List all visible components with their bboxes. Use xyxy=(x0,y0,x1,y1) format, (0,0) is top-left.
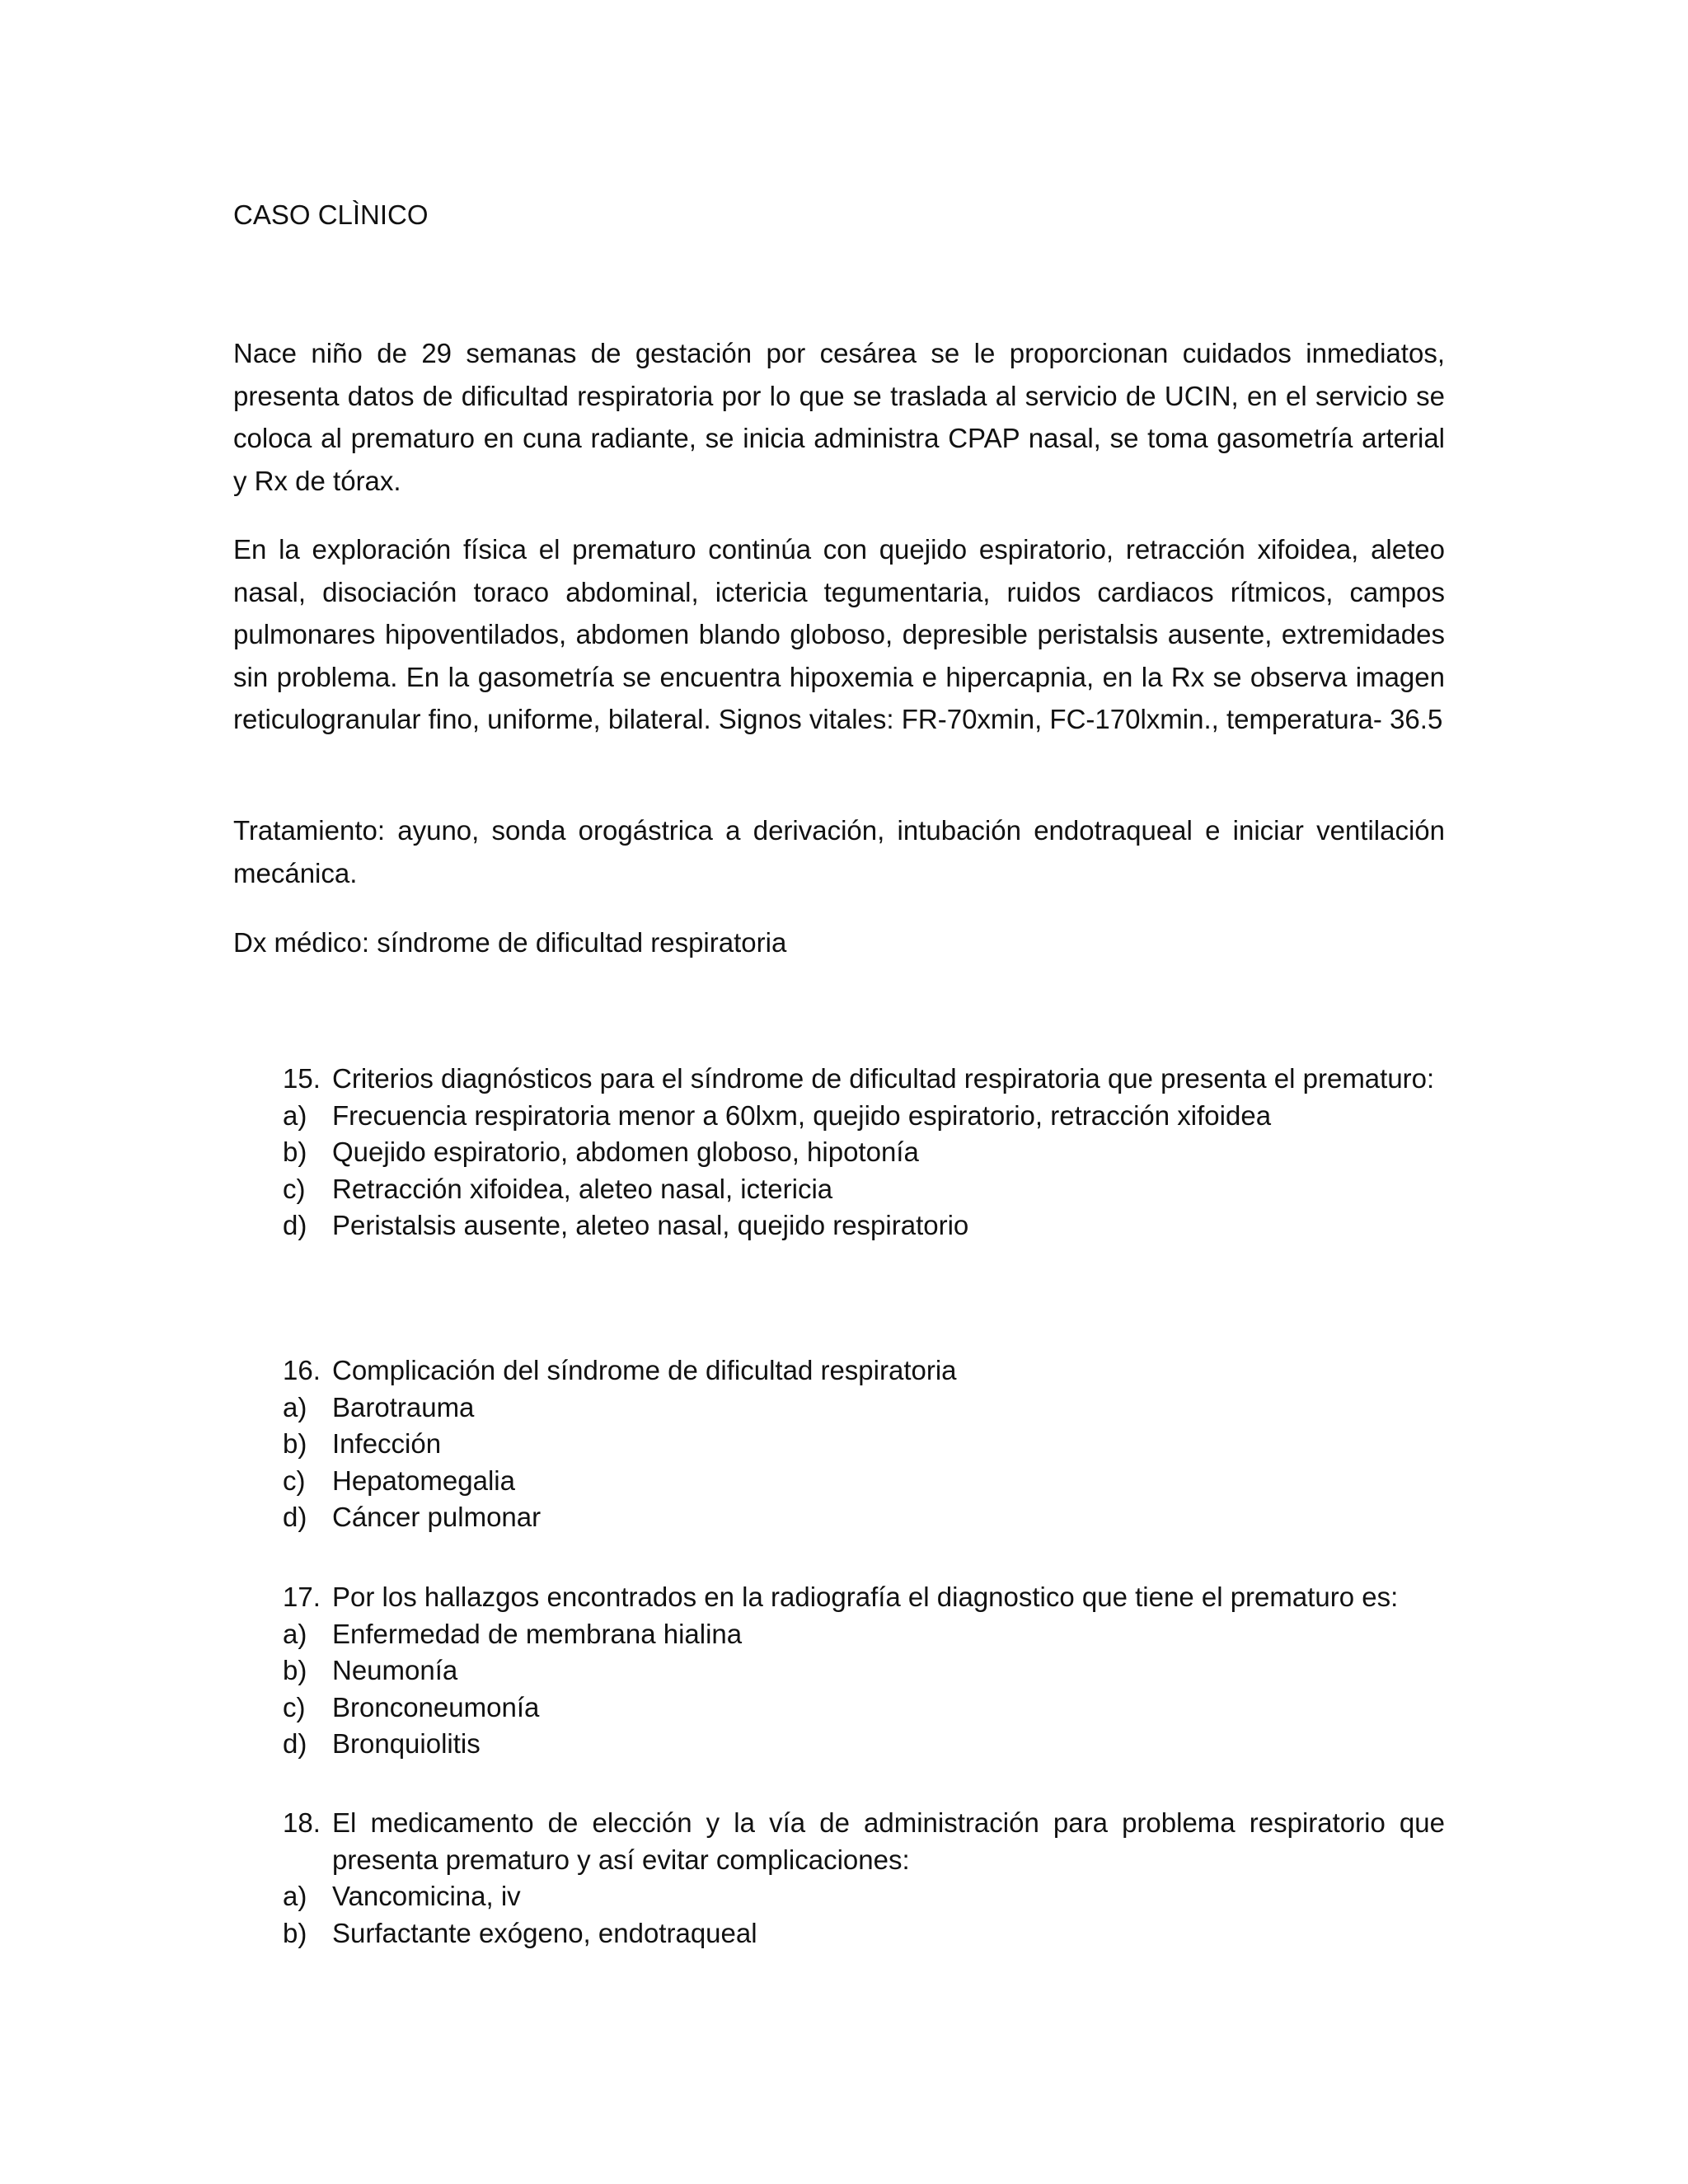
answer-option xyxy=(283,1134,1445,1171)
question-text: El medicamento de elección y la vía de administración para problema respiratorio que presenta prematuro y así evitar complicaciones: xyxy=(332,1807,1445,1875)
option-letter: b) xyxy=(283,1137,307,1167)
option-text: Peristalsis ausente, aleteo nasal, quejido respiratorio xyxy=(332,1210,969,1240)
document-title: CASO CLÌNICO xyxy=(233,199,429,230)
question-15 xyxy=(283,1061,1445,1244)
answer-option xyxy=(283,1207,1445,1244)
option-letter: c) xyxy=(283,1691,306,1722)
option-text: Bronconeumonía xyxy=(332,1691,540,1722)
option-letter: c) xyxy=(283,1465,306,1496)
option-letter: b) xyxy=(283,1428,307,1459)
answer-option xyxy=(283,1652,1445,1690)
question-18 xyxy=(283,1805,1445,1952)
option-text: Frecuencia respiratoria menor a 60lxm, quejido espiratorio, retracción xifoidea xyxy=(332,1099,1272,1131)
answer-option xyxy=(283,1098,1445,1135)
answer-option xyxy=(283,1390,1445,1427)
option-text: Barotrauma xyxy=(332,1391,475,1422)
answer-option xyxy=(283,1426,1445,1463)
case-paragraph-2: En la exploración física el prematuro continúa con quejido espiratorio, retracción xifoidea, aleteo nasal, disociación toraco abdominal, ictericia tegumentaria, ruidos cardiacos rítmicos, campos pulmonares hipoventilados, abdomen blando globoso, depresible peristalsis ausente, extremidades sin problema. En la gasometría se encuentra hipoxemia e hipercapnia, en la Rx se observa imagen reticulogranular fino, uniforme, bilateral. Signos vitales: FR-70xmin, FC-170lxmin., temperatura- 36.5 xyxy=(233,534,1445,734)
option-letter: d) xyxy=(283,1210,307,1240)
case-paragraph-4: Dx médico: síndrome de dificultad respiratoria xyxy=(233,927,787,958)
answer-option xyxy=(283,1499,1445,1536)
option-text: Retracción xifoidea, aleteo nasal, ictericia xyxy=(332,1173,833,1204)
option-text: Bronquiolitis xyxy=(332,1728,481,1759)
case-paragraph-3: Tratamiento: ayuno, sonda orogástrica a derivación, intubación endotraqueal e iniciar ventilación mecánica. xyxy=(233,815,1445,888)
answer-option xyxy=(283,1726,1445,1763)
answer-option xyxy=(283,1915,1445,1952)
question-header xyxy=(283,1805,1445,1878)
question-header xyxy=(283,1061,1445,1098)
option-text: Quejido espiratorio, abdomen globoso, hipotonía xyxy=(332,1137,919,1167)
option-letter: b) xyxy=(283,1917,307,1948)
question-text: Por los hallazgos encontrados en la radiografía el diagnostico que tiene el prematuro es: xyxy=(332,1582,1399,1612)
question-header xyxy=(283,1352,1445,1390)
answer-option xyxy=(283,1690,1445,1727)
option-letter: d) xyxy=(283,1502,307,1532)
question-number: 17. xyxy=(283,1582,321,1612)
option-letter: d) xyxy=(283,1728,307,1759)
option-text: Hepatomegalia xyxy=(332,1465,515,1496)
option-text: Infección xyxy=(332,1428,442,1459)
answer-option xyxy=(283,1878,1445,1915)
question-number: 18. xyxy=(283,1807,321,1838)
option-letter: c) xyxy=(283,1173,306,1204)
question-header xyxy=(283,1579,1445,1616)
option-text: Vancomicina, iv xyxy=(332,1881,521,1911)
option-text: Surfactante exógeno, endotraqueal xyxy=(332,1917,757,1948)
option-letter: a) xyxy=(283,1881,307,1911)
question-text: Complicación del síndrome de dificultad respiratoria xyxy=(332,1355,957,1385)
option-letter: b) xyxy=(283,1655,307,1685)
answer-option xyxy=(283,1171,1445,1208)
answer-option xyxy=(283,1616,1445,1653)
option-letter: a) xyxy=(283,1391,307,1422)
question-16 xyxy=(283,1352,1445,1536)
question-number: 15. xyxy=(283,1063,321,1094)
question-number: 16. xyxy=(283,1355,321,1385)
question-text: Criterios diagnósticos para el síndrome de dificultad respiratoria que presenta el prematuro: xyxy=(332,1063,1435,1094)
answer-option xyxy=(283,1463,1445,1500)
option-letter: a) xyxy=(283,1618,307,1649)
question-17 xyxy=(283,1579,1445,1763)
option-text: Neumonía xyxy=(332,1655,458,1685)
case-paragraph-1: Nace niño de 29 semanas de gestación por cesárea se le proporcionan cuidados inmediatos, presenta datos de dificultad respiratoria por lo que se traslada al servicio de UCIN, en el servicio se coloca al prematuro en cuna radiante, se inicia administra CPAP nasal, se toma gasometría arterial y Rx de tórax. xyxy=(233,338,1445,496)
option-text: Cáncer pulmonar xyxy=(332,1502,542,1532)
option-letter: a) xyxy=(283,1099,307,1131)
option-text: Enfermedad de membrana hialina xyxy=(332,1618,743,1649)
